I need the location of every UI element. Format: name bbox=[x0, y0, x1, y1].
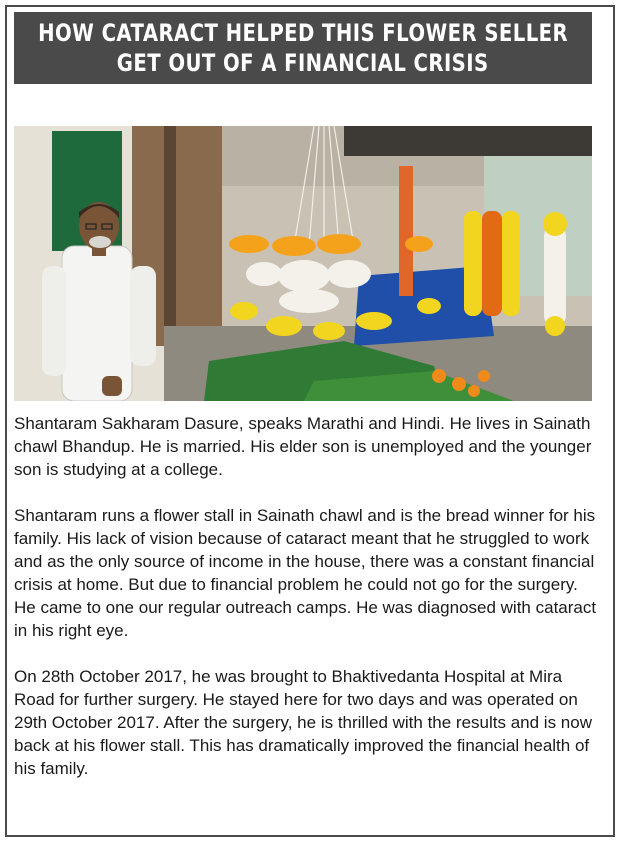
flower-stall-photo bbox=[14, 126, 592, 401]
title-line-1: HOW CATARACT HELPED THIS FLOWER SELLER bbox=[38, 19, 568, 47]
paragraph-struggle: Shantaram runs a flower stall in Sainath chawl and is the bread winner for his family. His lack of vision because of cataract meant that he struggled to work and as the only source of income in the house, there was a constant financial crisis at home. But due to financial problem he could not go for the surgery. He came to one our regular outreach camps. He was diagnosed with cataract in his right eye. bbox=[14, 506, 597, 640]
title-line-2: GET OUT OF A FINANCIAL CRISIS bbox=[117, 49, 489, 77]
paragraph-intro: Shantaram Sakharam Dasure, speaks Marathi and Hindi. He lives in Sainath chawl Bhandup. He is married. His elder son is unemployed and the younger son is studying at a college. bbox=[14, 414, 592, 479]
paragraph-surgery: On 28th October 2017, he was brought to Bhaktivedanta Hospital at Mira Road for further surgery. He stayed here for two days and was operated on 29th October 2017. After the surgery, he is thrilled with the results and is now back at his flower stall. This has dramatically improved the financial health of his family. bbox=[14, 667, 592, 778]
article-body bbox=[14, 412, 598, 780]
title-banner bbox=[14, 12, 592, 84]
photo-illustration bbox=[14, 126, 592, 401]
